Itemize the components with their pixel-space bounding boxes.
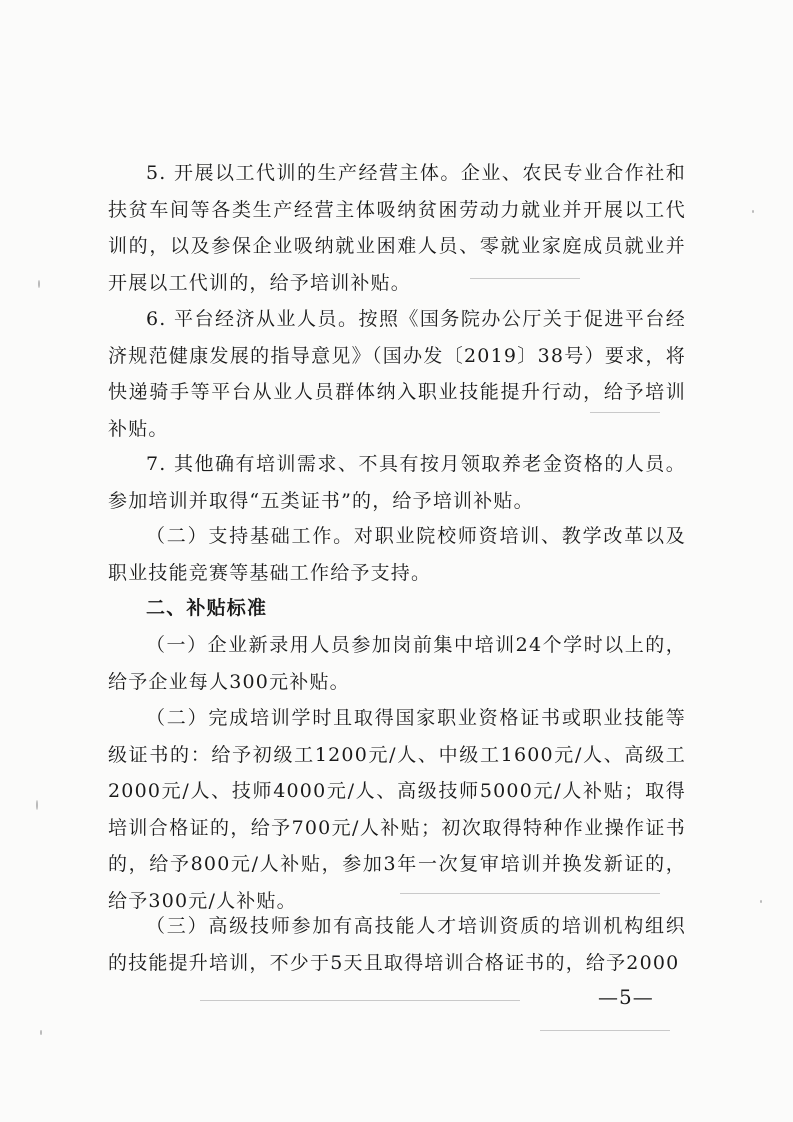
paragraph-item-7: 7. 其他确有培训需求、不具有按月领取养老金资格的人员。参加培训并取得“五类证书”的，给予培训补贴。 (108, 453, 686, 512)
scan-streak (590, 412, 660, 413)
scan-speck (752, 210, 754, 213)
scan-streak (540, 1030, 670, 1031)
scan-speck (40, 1030, 42, 1035)
paragraph-support-basic-work: （二）支持基础工作。对职业院校师资培训、教学改革以及职业技能竞赛等基础工作给予支持。 (108, 525, 686, 584)
paragraph-standard-1: （一）企业新录用人员参加岗前集中培训24个学时以上的，给予企业每人300元补贴。 (108, 634, 686, 693)
paragraph-item-6: 6. 平台经济从业人员。按照《国务院办公厅关于促进平台经济规范健康发展的指导意见》（国办发〔2019〕38号）要求，将快递骑手等平台从业人员群体纳入职业技能提升行动，给予培训补贴。 (108, 308, 686, 440)
scan-speck (760, 900, 762, 903)
scan-streak (400, 893, 660, 894)
page-number: —5— (598, 985, 654, 1009)
scan-speck (36, 800, 38, 810)
paragraph-standard-3: （三）高级技师参加有高技能人才培训资质的培训机构组织的技能提升培训，不少于5天且取得培训合格证书的，给予2000 (108, 915, 686, 974)
scan-streak (470, 278, 580, 279)
scan-streak (200, 1000, 520, 1001)
scan-speck (38, 280, 40, 288)
section-heading-subsidy-standard: 二、补贴标准 (146, 597, 268, 619)
paragraph-item-5: 5. 开展以工代训的生产经营主体。企业、农民专业合作社和扶贫车间等各类生产经营主体吸纳贫困劳动力就业并开展以工代训的，以及参保企业吸纳就业困难人员、零就业家庭成员就业并开展以工代训的，给予培训补贴。 (108, 162, 686, 294)
paragraph-standard-2: （二）完成培训学时且取得国家职业资格证书或职业技能等级证书的：给予初级工1200元/人、中级工1600元/人、高级工2000元/人、技师4000元/人、高级技师5000元/人补贴；取得培训合格证的，给予700元/人补贴；初次取得特种作业操作证书的，给予800元/人补贴，参加3年一次复审培训并换发新证的，给予300元/人补贴。 (108, 707, 686, 912)
